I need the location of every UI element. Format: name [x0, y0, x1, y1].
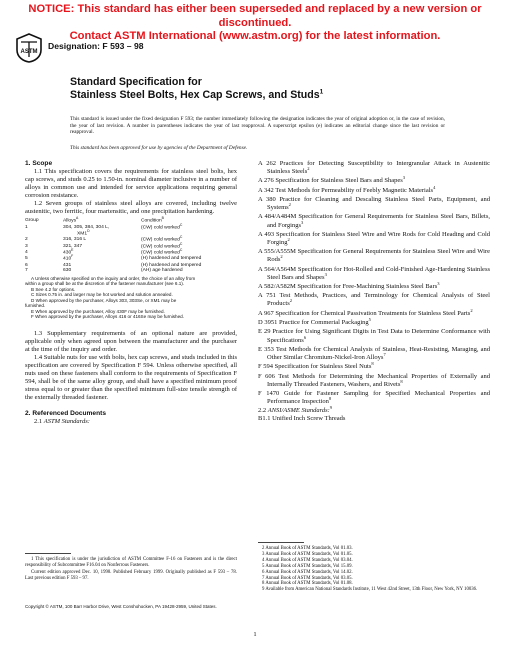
paragraph-1-2: 1.2 Seven groups of stainless steel alloys are covered, including twelve austenitic, two ferritic, four martensitic, and one precipitation hardening. — [25, 200, 237, 216]
table-note-e: E When approved by the purchaser, Alloy 430F may be furnished. — [31, 308, 165, 314]
table-note-d: D When approved by the purchaser, Alloys 303, 303Se, or XM1 may be — [31, 297, 177, 303]
page-number: 1 — [253, 631, 257, 638]
reference-item: A 342 Test Methods for Permeability of Feebly Magnetic Materials$^4$ — [258, 184, 436, 194]
reference-item: F 594 Specification for Stainless Steel Nuts$^8$ — [258, 361, 374, 371]
reference-item: E 29 Practice for Using Significant Digits in Test Data to Determine Conformance with Specifications$^6$ — [258, 328, 490, 344]
footnote: 9 Available from American National Standards Institute, 11 West 42nd Street, 13th Floor, New York, NY 10036. — [262, 587, 478, 593]
astm-reference-list — [258, 160, 490, 406]
left-column — [25, 160, 237, 426]
reference-item: F 1470 Guide for Fastener Sampling for Specified Mechanical Properties and Performance Inspection$^8$ — [258, 389, 490, 406]
footnote: 6 Annual Book of ASTM Standards, Vol 14.02. — [262, 569, 353, 575]
notice-line-2: Contact ASTM International (www.astm.org) for the latest information. — [69, 30, 441, 42]
table-row: 4 $430^E$ (CW) cold worked$^C$ — [25, 247, 183, 256]
title-line-2 — [70, 89, 450, 102]
footnote-divider-right — [258, 542, 304, 543]
paragraph-2-1: 2.1 ASTM Standards: — [34, 418, 90, 426]
reference-item: E 353 Test Methods for Chemical Analysis of Stainless, Heat-Resisting, Maraging, and Other Similar Chromium-Nickel-Iron Alloys$^7$ — [258, 345, 490, 361]
table-header-alloys: Alloys$^A$ — [63, 216, 79, 224]
reference-item: D 3951 Practice for Commerial Packaging$^5$ — [258, 316, 371, 327]
right-column — [258, 160, 490, 423]
table-row: 6 431 (H) hardened and tempered — [25, 262, 202, 268]
document-title — [70, 76, 450, 101]
footnotes-left — [25, 557, 237, 583]
issue-note: This standard is issued under the fixed designation F 593; the number immediately following the designation indicates the year of original adoption or, in the case of revision, the year of last revision. A number in parentheses indicates the year of last reapproval. A superscript epsilon (e) indicates an editorial change since the last revision or reapproval. — [70, 116, 445, 135]
alloy-group-table — [25, 218, 201, 274]
reference-item: A 380 Practice for Cleaning and Descaling Stainless Steel Parts, Equipment, and Systems$^2$ — [258, 196, 490, 212]
approval-note: This standard has been approved for use by agencies of the Department of Defense. — [70, 145, 248, 151]
reference-item: A 582/A582M Specification for Free-Machining Stainless Steel Bars$^3$ — [258, 280, 440, 291]
paragraph-1-4: 1.4 Suitable nuts for use with bolts, hex cap screws, and studs included in this specification are covered by Specification F 594. Unless otherwise specified, all nuts used on these fasteners shall conform to the requirements of Specification F 594, shall be of the same alloy group, and shall have a specified minimum proof stress equal to or greater than the specified minimum full-size tensile strength of the externally threaded fastener. — [25, 354, 237, 402]
table-note-a: A Unless otherwise specified on the inquiry and order, the choice of an alloy from — [31, 275, 196, 281]
ansi-b1-1: B1.1 Unified Inch Screw Threads — [258, 415, 346, 423]
copyright-line: Copyright © ASTM, 100 Barr Harbor Drive, West Conshohocken, PA 19428-2959, United States. — [25, 604, 217, 609]
reference-item: A 484/A484M Specification for General Requirements for Stainless Steel Bars, Billets, and Forgings$^3$ — [258, 213, 490, 229]
reference-item: F 606 Test Methods for Determining the Mechanical Properties of Externally and Internally Threaded Fasteners, Washers, and Rivets$^8$ — [258, 372, 490, 388]
table-note-f: F When approved by the purchaser, Alloys 416 or 416Se may be furnished. — [31, 314, 184, 320]
section-heading-referenced-documents: 2. Referenced Documents — [25, 410, 106, 418]
footnote-divider-left — [25, 553, 71, 554]
paragraph-1-1: 1.1 This specification covers the requirements for stainless steel bolts, hex cap screws, and studs 0.25 to 1.50-in. nominal diameter inclusive in a number of alloys in common use and intended for service applications requiring general corrosion resistance. — [25, 168, 237, 200]
astm-logo-icon — [15, 33, 43, 63]
footnote: 8 Annual Book of ASTM Standards, Vol 01.08. — [262, 581, 353, 587]
reference-item: A 967 Specification for Chemical Passivation Treatments for Stainless Steel Parts$^2$ — [258, 307, 473, 317]
footnote-1-edition: Current edition approved Dec. 10, 1998. Published February 1999. Originally published as F 593 – 78. Last previous edition F 593 – 97. — [25, 569, 237, 581]
reference-item: A 751 Test Methods, Practices, and Terminology for Chemical Analysis of Steel Products$^2$ — [258, 292, 490, 308]
table-row: 5 $410^F$ (H) hardened and tempered — [25, 254, 202, 262]
footnote: 3 Annual Book of ASTM Standards, Vol 01.05. — [262, 551, 353, 557]
footnotes-right — [258, 546, 490, 593]
section-heading-scope: 1. Scope — [25, 160, 53, 167]
title-footnote-mark: 1 — [319, 87, 324, 95]
svg-text:ASTM: ASTM — [20, 49, 38, 55]
table-row: 3 321, 347 (CW) cold worked$^C$ — [25, 241, 183, 250]
designation: Designation: F 593 – 98 — [48, 41, 144, 51]
footnote-1: 1 This specification is under the jurisdiction of ASTM Committee F-16 on Fasteners and is the direct responsibility of Subcommittee F16.04 on Nonferrous Fasteners. — [25, 557, 237, 568]
table-header-condition: Condition$^B$ — [141, 216, 164, 224]
reference-item: A 262 Practices for Detecting Susceptibility to Intergranular Attack in Austenitic Stainless Steels$^2$ — [258, 160, 490, 176]
table-note-b: B See 4.2 for options. — [31, 286, 76, 292]
table-note-a-cont: within a group shall be at the discretion of the fastener manufacturer (see 6.1). — [25, 281, 185, 287]
title-line-1: Standard Specification for — [70, 76, 202, 88]
paragraph-2-2: 2.2 ANSI/ASME Standards:$^9$ — [258, 405, 333, 415]
reference-item: A 564/A564M Specification for Hot-Rolled and Cold-Finished Age-Hardening Stainless Steel Bars and Shapes$^3$ — [258, 265, 490, 281]
supersede-notice — [0, 3, 510, 44]
table-row: $XM1^D$ — [77, 228, 90, 237]
table-note-c: C Sizes 0.75 in. and larger may be hot worked and solution annealed. — [31, 292, 173, 298]
footnote: 7 Annual Book of ASTM Standards, Vol 03.05. — [262, 575, 353, 581]
table-header-group: Group — [25, 218, 39, 224]
table-note-d-cont: furnished. — [25, 303, 46, 309]
footnote: 4 Annual Book of ASTM Standards, Vol 03.04. — [262, 557, 353, 563]
footnote: 5 Annual Book of ASTM Standards, Vol 15.09. — [262, 563, 353, 569]
table-notes — [25, 276, 237, 320]
table-row: 7 630 (AH) age hardened — [25, 268, 183, 274]
table-row: 1 304, 305, 384, 304 L, (CW) cold worked$^C$ — [25, 222, 183, 231]
reference-item: A 276 Specification for Stainless Steel Bars and Shapes$^3$ — [258, 175, 406, 185]
footnote: 2 Annual Book of ASTM Standards, Vol 01.03. — [262, 546, 353, 551]
title-text: Stainless Steel Bolts, Hex Cap Screws, and Studs — [70, 88, 320, 101]
paragraph-1-3: 1.3 Supplementary requirements of an optional nature are provided, applicable only when agreed upon between the manufacturer and the purchaser at the time of the inquiry and order. — [25, 329, 237, 354]
reference-item: A 493 Specification for Stainless Steel Wire and Wire Rods for Cold Heading and Cold Forging$^2$ — [258, 230, 490, 246]
reference-item: A 555/A555M Specification for General Requirements for Stainless Steel Wire and Wire Rods$^2$ — [258, 248, 490, 264]
notice-line-1: NOTICE: This standard has either been superseded and replaced by a new version or discontinued. — [28, 3, 482, 29]
table-row: 2 316, 316 L (CW) cold worked$^C$ — [25, 235, 183, 243]
